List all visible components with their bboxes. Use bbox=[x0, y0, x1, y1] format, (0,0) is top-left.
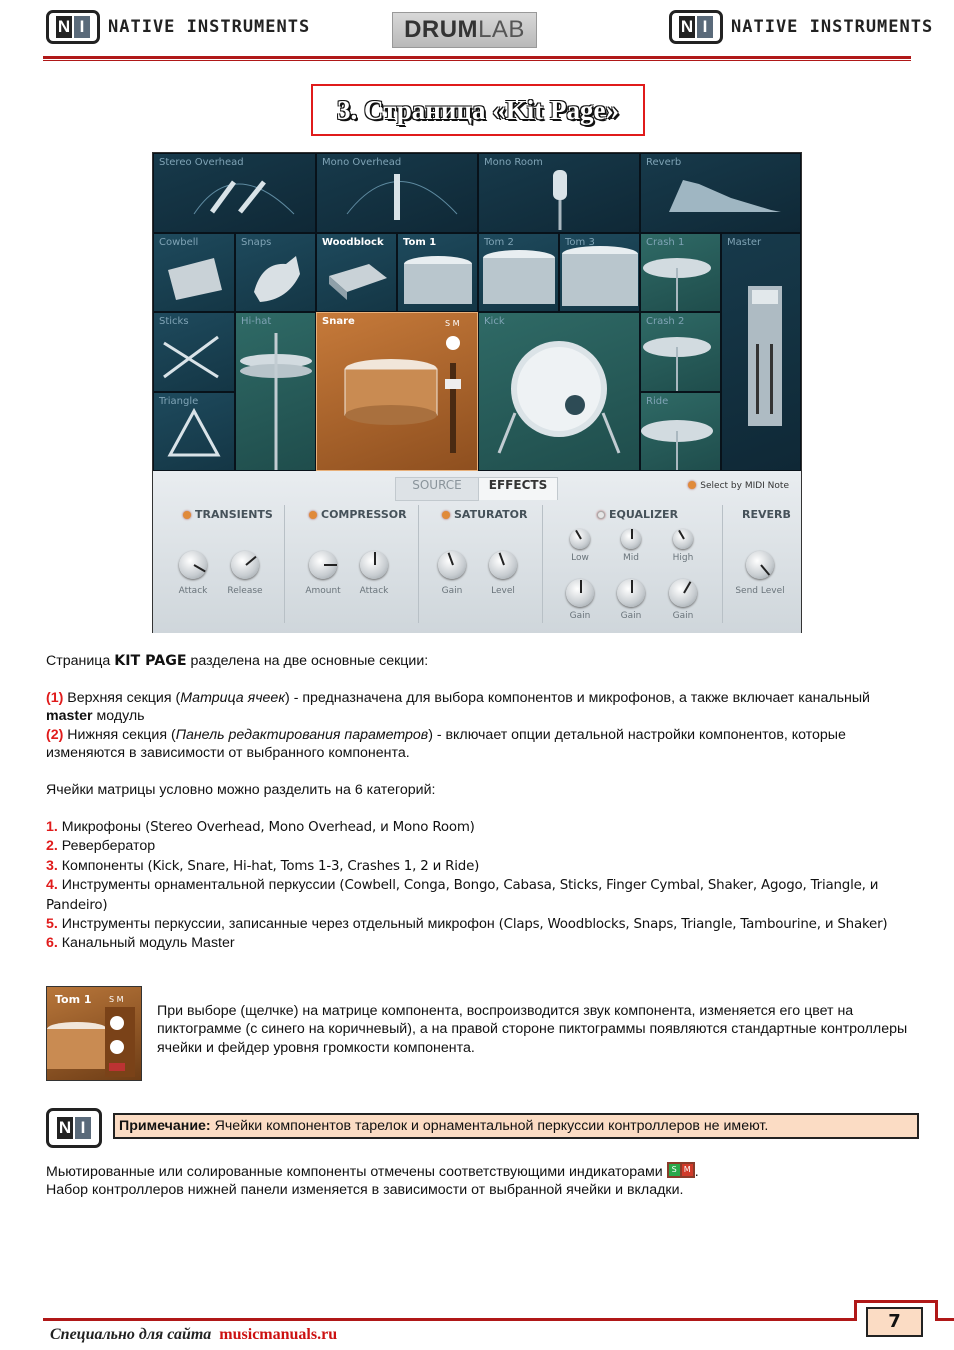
cell-label: Hi-hat bbox=[241, 316, 272, 327]
section-label: COMPRESSOR bbox=[321, 508, 407, 521]
knob-label: Gain bbox=[569, 611, 591, 621]
section-reverb bbox=[742, 508, 791, 521]
cell-label: Triangle bbox=[159, 396, 199, 407]
cell-snare[interactable] bbox=[316, 312, 478, 471]
header-rule-thin bbox=[43, 60, 911, 61]
section-saturator[interactable] bbox=[442, 508, 527, 521]
solo-mute-label: S M bbox=[109, 995, 124, 1004]
tom-1-thumbnail bbox=[46, 986, 142, 1081]
list-number: 4. bbox=[46, 877, 58, 894]
tab-source[interactable]: SOURCE bbox=[395, 477, 479, 501]
section-number: (1) bbox=[46, 690, 64, 706]
footer-rule-end bbox=[935, 1318, 954, 1321]
cowbell-icon bbox=[154, 234, 235, 312]
footer-label: Специально для сайта bbox=[50, 1326, 212, 1343]
cell-label: Mono Room bbox=[484, 157, 543, 168]
effects-panel bbox=[153, 471, 801, 633]
section-term: Матрица ячеек bbox=[180, 690, 286, 706]
cell-label: Ride bbox=[646, 396, 669, 407]
room-mic-icon bbox=[479, 154, 640, 233]
sections-paragraph bbox=[46, 689, 916, 763]
intro-text: разделена на две основные секции: bbox=[186, 653, 429, 669]
cell-label: Tom 2 bbox=[484, 237, 514, 248]
divider bbox=[284, 505, 285, 623]
cell-label: Master bbox=[727, 237, 762, 248]
level-knob[interactable] bbox=[489, 551, 517, 579]
cell-master[interactable] bbox=[721, 233, 801, 471]
list-number: 5. bbox=[46, 916, 58, 933]
section-label: REVERB bbox=[742, 508, 791, 521]
list-item bbox=[46, 876, 916, 915]
knob-label: Gain bbox=[441, 586, 463, 596]
ni-badge-icon: N I bbox=[46, 10, 100, 44]
cell-crash-1[interactable] bbox=[640, 233, 721, 312]
brand-name: NATIVE INSTRUMENTS bbox=[108, 17, 311, 37]
eq-low-gain-knob[interactable] bbox=[566, 579, 594, 607]
section-equalizer[interactable] bbox=[597, 508, 678, 521]
cell-label: Sticks bbox=[159, 316, 189, 327]
list-number: 6. bbox=[46, 935, 58, 952]
section-term: Панель редактирования параметров bbox=[175, 726, 429, 743]
kit-page-term: KIT PAGE bbox=[114, 653, 187, 669]
tom-drum-icon bbox=[398, 234, 478, 312]
section-text: Верхняя секция ( bbox=[63, 690, 181, 706]
knob-label: Attack bbox=[359, 586, 389, 596]
snare-drum-icon bbox=[317, 313, 478, 471]
list-examples: (Kick, Snare, Hi-hat, Toms 1-3, Crashes 1, 2 и Ride) bbox=[147, 858, 480, 874]
list-number: 1. bbox=[46, 819, 58, 835]
tom-label: Tom 1 bbox=[55, 993, 92, 1006]
cymbal-icon bbox=[641, 234, 721, 312]
triangle-icon bbox=[154, 393, 235, 471]
ni-badge-icon: N I bbox=[46, 1108, 102, 1148]
note-text: Ячейки компонентов тарелок и орнаментальной перкуссии контроллеров не имеют. bbox=[210, 1118, 769, 1134]
cell-label: Snare bbox=[322, 316, 355, 327]
cell-cowbell[interactable] bbox=[153, 233, 235, 312]
list-item bbox=[46, 934, 916, 953]
kick-drum-icon bbox=[479, 313, 640, 471]
mute-solo-paragraph bbox=[46, 1162, 916, 1200]
eq-high-freq-knob[interactable] bbox=[673, 529, 693, 549]
stereo-mic-icon bbox=[154, 154, 316, 233]
knob-label: Amount bbox=[305, 586, 341, 596]
cell-crash-2[interactable] bbox=[640, 312, 721, 392]
section-title-box bbox=[311, 84, 645, 136]
ni-logo-right bbox=[669, 10, 933, 44]
list-text: Инструменты орнаментальной перкуссии bbox=[57, 877, 340, 894]
product-drum: DRUM bbox=[404, 16, 479, 43]
saturator-gain-knob[interactable] bbox=[438, 551, 466, 579]
cell-label: Stereo Overhead bbox=[159, 157, 244, 168]
mute-text: . bbox=[694, 1164, 699, 1180]
knob-label: Low bbox=[571, 553, 589, 563]
cell-label: Tom 1 bbox=[403, 237, 437, 248]
cell-snaps[interactable] bbox=[235, 233, 316, 312]
cell-label: Cowbell bbox=[159, 237, 199, 248]
list-number: 2. bbox=[46, 838, 58, 855]
list-examples: (Cowbell, Conga, Bongo, Cabasa, Sticks, Finger Cymbal, Shaker, Agogo, Triangle, и Pandeiro) bbox=[46, 878, 879, 913]
categories-intro: Ячейки матрицы условно можно разделить на 6 категорий: bbox=[46, 782, 436, 798]
divider bbox=[722, 505, 723, 623]
sticks-icon bbox=[154, 313, 235, 392]
knob-label: Send Level bbox=[735, 586, 785, 596]
cell-label: Kick bbox=[484, 316, 505, 327]
section-1-line bbox=[46, 689, 916, 726]
cell-tom-2[interactable] bbox=[478, 233, 559, 312]
tab-effects[interactable]: EFFECTS bbox=[478, 477, 558, 500]
divider bbox=[418, 505, 419, 623]
categories-list bbox=[46, 818, 916, 954]
cell-woodblock[interactable] bbox=[316, 233, 397, 312]
cell-sticks[interactable] bbox=[153, 312, 235, 392]
hand-snap-icon bbox=[236, 234, 316, 312]
tom-drum-icon bbox=[47, 987, 143, 1082]
footer-rule-step bbox=[854, 1300, 857, 1321]
send-level-knob[interactable] bbox=[746, 551, 774, 579]
led-icon bbox=[309, 511, 317, 519]
cell-tom-3[interactable] bbox=[559, 233, 640, 312]
led-icon bbox=[183, 511, 191, 519]
section-number: (2) bbox=[46, 726, 64, 743]
eq-high-gain-knob[interactable] bbox=[669, 579, 697, 607]
mute-line bbox=[46, 1162, 916, 1181]
footer-site-link[interactable]: musicmanuals.ru bbox=[219, 1326, 338, 1343]
footer-text bbox=[50, 1326, 337, 1344]
last-line: Набор контроллеров нижней панели изменяется в зависимости от выбранной ячейки и вкладки. bbox=[46, 1182, 684, 1199]
intro-paragraph bbox=[46, 652, 916, 670]
knob-label: Gain bbox=[620, 611, 642, 621]
led-icon bbox=[597, 511, 605, 519]
cell-label: Crash 1 bbox=[646, 237, 685, 248]
cell-label: Tom 3 bbox=[565, 237, 595, 248]
mute-indicator: M bbox=[682, 1164, 693, 1176]
attack-knob[interactable] bbox=[179, 551, 207, 579]
section-text: модуль bbox=[92, 708, 145, 725]
tom-drum-icon bbox=[479, 234, 559, 312]
note-box bbox=[113, 1113, 919, 1139]
ni-note-icon bbox=[46, 1108, 102, 1148]
list-text: Микрофоны bbox=[57, 819, 146, 835]
knob-label: Mid bbox=[623, 553, 639, 563]
list-text: Ревербератор bbox=[57, 838, 156, 855]
ni-badge-icon: N I bbox=[669, 10, 723, 44]
list-item bbox=[46, 857, 916, 876]
amount-knob[interactable] bbox=[309, 551, 337, 579]
cell-label: Woodblock bbox=[322, 237, 384, 248]
knob-label: Level bbox=[491, 586, 515, 596]
section-text: Нижняя секция ( bbox=[63, 726, 176, 743]
cymbal-icon bbox=[641, 313, 721, 392]
section-label: TRANSIENTS bbox=[195, 508, 273, 521]
cymbal-icon bbox=[641, 393, 721, 471]
woodblock-icon bbox=[317, 234, 397, 312]
tom-description: При выборе (щелчке) на матрице компонента, воспроизводится звук компонента, изменяется его цвет на пиктограмме (с синего на коричневый), а на правой стороне пиктограммы появляются стандартные контроллеры ячейки и фейдер уровня громкости компонента. bbox=[157, 1003, 908, 1056]
knob-label: High bbox=[672, 553, 694, 563]
list-item bbox=[46, 837, 916, 856]
master-fader-icon bbox=[722, 234, 801, 471]
drumlab-logo bbox=[392, 12, 537, 48]
product-lab: LAB bbox=[478, 16, 525, 43]
knob-label: Release bbox=[227, 586, 263, 596]
list-item bbox=[46, 915, 916, 934]
cell-label: Mono Overhead bbox=[322, 157, 402, 168]
cell-kick[interactable] bbox=[478, 312, 640, 471]
list-text: Канальный модуль Master bbox=[57, 935, 235, 952]
select-by-midi-toggle[interactable] bbox=[688, 481, 789, 491]
section-label: SATURATOR bbox=[454, 508, 528, 521]
cell-hi-hat[interactable] bbox=[235, 312, 316, 471]
solo-mute-label: S M bbox=[445, 319, 460, 328]
mute-text: Мьютированные или солированные компоненты отмечены соответствующими индикаторами bbox=[46, 1164, 663, 1180]
reverb-decay-icon bbox=[641, 154, 801, 233]
list-examples: (Stereo Overhead, Mono Overhead, и Mono Room) bbox=[145, 820, 475, 835]
section-text: ) - включает опции детальной настройки компонентов, которые изменяются в зависимости от выбранного компонента. bbox=[46, 726, 846, 762]
cell-ride[interactable] bbox=[640, 392, 721, 471]
master-term: master bbox=[46, 708, 93, 725]
page-number: 7 bbox=[866, 1307, 923, 1337]
list-item bbox=[46, 818, 916, 837]
list-number: 3. bbox=[46, 857, 58, 874]
list-text: Компоненты bbox=[57, 857, 148, 874]
midi-label: Select by MIDI Note bbox=[700, 481, 789, 491]
cell-stereo-overhead[interactable] bbox=[153, 153, 316, 233]
footer-rule bbox=[43, 1318, 855, 1321]
brand-name: NATIVE INSTRUMENTS bbox=[731, 17, 934, 37]
kit-page-screenshot bbox=[152, 152, 802, 633]
cell-label: Snaps bbox=[241, 237, 272, 248]
cell-triangle[interactable] bbox=[153, 392, 235, 471]
cell-mono-overhead[interactable] bbox=[316, 153, 478, 233]
section-compressor[interactable] bbox=[309, 508, 407, 521]
section-text: ) - предназначена для выбора компонентов и микрофонов, а также включает канальный bbox=[285, 690, 870, 706]
cell-tom-1[interactable] bbox=[397, 233, 478, 312]
knob-label: Gain bbox=[672, 611, 694, 621]
eq-low-freq-knob[interactable] bbox=[570, 529, 590, 549]
list-text: Инструменты перкуссии, записанные через отдельный микрофон bbox=[57, 916, 499, 933]
hihat-icon bbox=[236, 313, 316, 471]
intro-text: Страница bbox=[46, 653, 115, 669]
eq-mid-freq-knob[interactable] bbox=[621, 529, 641, 549]
section-label: EQUALIZER bbox=[609, 508, 679, 521]
eq-mid-gain-knob[interactable] bbox=[617, 579, 645, 607]
tom-drum-icon bbox=[560, 234, 640, 312]
list-examples: (Claps, Woodblocks, Snaps, Triangle, Tambourine, и Shaker) bbox=[498, 917, 888, 933]
section-transients[interactable] bbox=[183, 508, 273, 521]
mono-mic-icon bbox=[317, 154, 478, 233]
footer-rule-top bbox=[854, 1300, 938, 1303]
cell-label: Crash 2 bbox=[646, 316, 685, 327]
page-title: 3. Страница «Kit Page» bbox=[337, 94, 619, 125]
led-icon bbox=[688, 481, 696, 489]
ni-logo-left bbox=[46, 10, 310, 44]
cell-mono-room[interactable] bbox=[478, 153, 640, 233]
solo-mute-indicator-icon bbox=[667, 1162, 695, 1178]
note-label: Примечание: bbox=[119, 1118, 211, 1134]
section-2-line bbox=[46, 726, 916, 763]
solo-indicator: S bbox=[669, 1164, 680, 1176]
knob-label: Attack bbox=[178, 586, 208, 596]
release-knob[interactable] bbox=[231, 551, 259, 579]
cell-reverb[interactable] bbox=[640, 153, 801, 233]
led-icon bbox=[442, 511, 450, 519]
divider bbox=[542, 505, 543, 623]
compressor-attack-knob[interactable] bbox=[360, 551, 388, 579]
cell-label: Reverb bbox=[646, 157, 682, 168]
header-rule bbox=[43, 56, 911, 59]
